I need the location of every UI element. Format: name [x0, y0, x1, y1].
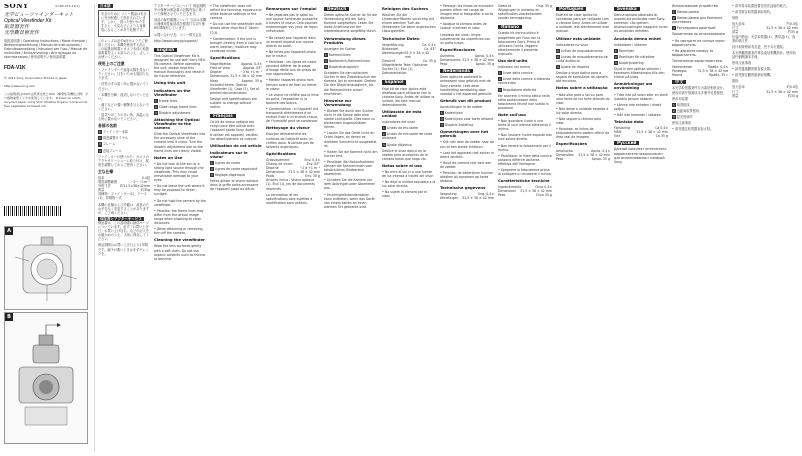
pt-especificacoes-heading: Especificações [556, 141, 588, 147]
figure-a-label: A [5, 227, 13, 235]
svenska-section-header: Svenska [614, 7, 640, 11]
svenska-column: Svenska Denna optiska sökarsats är avsedd att användas med Sony-kameran. Läs igenom bruksanvisningen noggrant innan du använder enheten. Använda denna enhet Indikatorer i sökaren 1 Ramlinjer 2 Ramlinjer för närbilder 3 Dioptrijustering Skjut in den optiska sökaren i kamerans tillbehörssko tills den klickar på plats. Anmärkningar om användning • Titta inte på solen eller en stark ljuskälla genom sökaren. • Lämna inte enheten i direkt solljus. • Håll inte kameran i sökaren. Tekniska data Förstoring Ca 0,4× Mått 31,5 × 38 × 42 mm Vikt Ca 35 g Русский Данный комплект оптического видоискателя предназначен для использования с камерой Sony. [614, 6, 668, 164]
deutsch-section-header: Deutsch [324, 7, 349, 11]
fr-nettoyage-heading: Nettoyage du viseur [266, 125, 310, 131]
document-code: 4-193-371-11(1) [55, 4, 80, 8]
de-reinigung-heading: Reinigen des Suchers [382, 6, 429, 11]
russian-column: Использование устройства 1 Линии рамки 2 Линии рамки для близкого расстояния 3 Регулировка диоптрий Примечания по использованию • Не смотрите на солнце через видоискатель. • Не держите камеру за видоискатель. Технические характеристики Увеличение Прибл. 0,4× Размеры 31,5 × 38 × 42 мм Масса Прибл. 35 г 中文 本光学取景器套件专为索尼相机设计。使用前请仔细阅读本手册并妥善保管。 使用本装置 1 取景框线 2 近距离取景框线 3 屈光度调节 使用注意事项 • 请勿通过取景器直视太阳。 [672, 4, 728, 132]
nederlands-section-header: Nederlands [440, 69, 473, 73]
brand-logo: SONY [4, 4, 29, 10]
nl-gebruik-heading: Gebruik van dit product [440, 97, 492, 103]
french-column: Remarques sur l'emploi • Ne regardez pas le soleil ou une source lumineuse puissante à travers le viseur. Cela pourrait endommager vos yeux de façon irréversible. • Ne laissez pas l'appareil dans un endroit exposé aux rayons directs du soleil. • Ne tenez pas l'appareil photo par le viseur. • Parallaxe : les lignes de cadre peuvent différer de la plage d'image réelle lors de prises de vue rapprochées. • Mettez l'appareil photo hors tension avant de fixer ou retirer le viseur. • Le viseur ne reflète pas la mise au point, l'exposition ni la balance des blancs. • Condensation : si l'appareil est transporté directement d'un endroit froid à un endroit chaud, de l'humidité peut se condenser. Nettoyage du viseur Essuyez délicatement les surfaces de l'objectif avec un chiffon doux. N'utilisez pas de solvants organiques. Spécifications Grossissement Env. 0,4× Champ de vision Env. 83° Dioptrie −2 à +1 m⁻¹ Dimensions 31,5 × 38 × 42 mm Poids Env. 35 g Articles inclus : Viseur optique (1), Étui (1), Jeu de documents imprimés La conception et les spécifications sont sujettes à modification sans préavis. [266, 6, 320, 205]
es-especificaciones-heading: Especificaciones [440, 46, 476, 52]
de-verwendung-heading: Verwendung dieses Produkts [324, 35, 366, 45]
en-dimensions-label: Dimensions [210, 74, 229, 79]
nl-opmerkingen-heading: Opmerkingen over het gebruik [440, 129, 489, 139]
jp-caution-heading: 使用上のご注意 [98, 61, 125, 67]
en-specifications-heading: Specifications [210, 55, 240, 61]
de-technische-heading: Technische Daten [382, 35, 420, 41]
jp-features-heading: 主な仕様 [98, 168, 114, 174]
en-attaching-heading: Attaching the Optical Viewfinder to the camera [154, 116, 200, 131]
model-number: FDA-V1K [4, 64, 26, 71]
viewfinder-illustration [5, 227, 87, 309]
en-cleaning-heading: Cleaning the viewfinder [154, 237, 205, 243]
nederlands-column: • Paralaje: las líneas de encuadre pueden diferir del rango de imagen real al fotografiar a corta distancia. • Apague la cámara antes de colocar o extraer el visor. Limpieza del visor: limpie suavemente las superficies con un paño suave. Especificaciones Aumento Aprox. 0,4× Dimensiones 31,5 × 38 × 42 mm Peso Aprox. 35 g Nederlands Deze optische zoekerkit is ontworpen voor gebruik met de Sony-camera. Lees deze handleiding aandachtig door voordat u het apparaat gebruikt. Gebruik van dit product Aanduidingen in de zoeker 1 Kaderlijnen 2 Kaderlijnen voor korte afstand 3 Dioptrie-instelling Opmerkingen over het gebruik • Kijk niet door de zoeker naar de zon of een sterke lichtbron. • Laat het apparaat niet achter in direct zonlicht. • Houd de camera niet vast aan de zoeker. • Parallax: de kaderlijnen kunnen afwijken bij opnamen op korte afstand. Technische gegevens Vergroting Ong. 0,4× Afmetingen 31,5 × 38 × 42 mm [440, 4, 494, 201]
chinese-column: • 请勿将本装置放置在阳光直射的地方。 • 请勿握住取景器拿取相机。 规格 放大倍率 约0.4倍 尺寸 31.5 × 38 × 42 mm 质量 约35 g 包装内物品：光学取景器(1)、携带盒(1)、成套印刷文件 设计和规格如有变更，恕不另行通知。 本光學觀景窗套件專為索尼相機設計。使用前請仔細閱讀本手冊。 使用注意事項 • 請勿通過觀景窗直視太陽。 • 請勿握住觀景窗拿取相機。 規格 放大倍率 約0.4倍 尺寸 31.5 × 38 × 42 mm 質量 約35 g [732, 4, 798, 98]
en-included-label: Included items [210, 82, 234, 87]
it-caratteristiche-heading: Caratteristiche tecniche [498, 178, 550, 184]
espanol-section-header: Español [382, 80, 406, 84]
en-design-note: Design and specifications are subject to change without notice. [210, 96, 257, 110]
english-spec-column: • The viewfinder does not reflect the focusing, exposure or white balance settings of the camera. • Do not use the viewfinder with lenses other than the E 16mm F2.8. • Condensation: if the unit is brought directly from a cold to a warm location, moisture may condense inside. Specifications Magnification Approx. 0.4× Field of view Approx. 83° Diopter −2 to +1 m⁻¹ Dimensions 31.5 × 38 × 42 mm Mass Approx. 35 g Included items: Optical Viewfinder (1), Case (1), Set of printed documentation Design and specifications are subject to change without notice. Français Ce kit de viseur optique est conçu pour être utilisé avec l'appareil photo Sony. Avant d'utiliser cet appareil, veuillez lire attentivement ce manuel. Utilisation de cet article Indicateurs sur le viseur 1 Lignes de cadre 2 Lignes de cadre rapproché 3 Réglage dioptrique Faites glisser le viseur optique dans la griffe porte-accessoire de l'appareil jusqu'au déclic. [210, 4, 262, 192]
russian-section-header: Русский [614, 141, 639, 145]
website-url: http://www.sony.net/ [4, 83, 35, 88]
en-using-heading: Using this unit [154, 80, 186, 86]
fr-remarques-heading: Remarques sur l'emploi [266, 6, 317, 11]
copyright: © 2011 Sony Corporation Printed in Japan [4, 75, 68, 80]
jp-header: 日本語 [100, 4, 111, 8]
fr-indicateurs-heading: Indicateurs sur le viseur [210, 149, 248, 159]
title-en: Optical Viewfinder Kit [4, 18, 52, 25]
it-uso-heading: Uso dell'unità [498, 58, 528, 64]
column-divider [94, 4, 95, 452]
jp-safety-box: 安全のために ソニー製品は安全に充分配慮して設計されています。しかし、誤った使いかたをすると、火災などにより人身事故になることがあり危険です。 [98, 10, 150, 36]
pt-utilizar-heading: Utilizar esta unidade [556, 35, 601, 41]
china-section-header: 中文 [672, 80, 686, 84]
italiano-section-header: Italiano [498, 25, 522, 29]
italiano-column: Gewicht Ong. 35 g Wijzigingen in ontwerp en specificaties voorbehouden zonder kennisgeving. Italiano Questo kit mirino ottico è progettato per l'uso con la fotocamera Sony. Prima di utilizzare l'unità, leggere attentamente il presente manuale. Uso dell'unità Indicatori nel mirino 1 Linee della cornice 2 Linee della cornice a distanza ravvicinata 3 Regolazione diottrica Far scorrere il mirino ottico nella slitta portaccessori della fotocamera finché non scatta in posizione. Note sull'uso • Non guardare il sole o una fonte di luce intensa attraverso il mirino. • Non lasciare l'unità esposta alla luce solare diretta. • Non tenere la fotocamera per il mirino. • Parallasse: le linee della cornice possono differire dall'area effettiva dell'immagine. • Spegnere la fotocamera prima di collegare o rimuovere il mirino. Caratteristiche tecniche Ingrandimento Circa 0,4× Dimensioni 31,5 × 38 × 42 mm Peso Circa 35 g [498, 4, 552, 198]
en-close-range: Close range frame lines [158, 104, 197, 109]
camera-illustration [5, 313, 87, 443]
figure-b [4, 312, 88, 444]
english-column: アフターサービスについて 保証期間中の修理は保証書の記載内容に基づいて修理させていただきます。 部品の保有期間について 当社は本機の補修用性能部品を製造打ち切り後6年間保有しています。 お問い合わせ先：ソニー株式会社 http://www.sony.jp/support/ English This Optical Viewfinder Kit is designed for use with Sony NEX-5N camera. Before operating the unit, please read this manual thoroughly and retain it for future reference. Using this unit Indicators on the Viewfinder 1 Frame lines 2 Close range frame lines 3 Dioptric adjustment Attaching the Optical Viewfinder to the camera Slide the Optical Viewfinder into the accessory shoe of the camera until it clicks. Turn the dioptric adjustment dial so the frame lines are clearly visible. Notes on Use • Do not look at the sun or a strong light source through the viewfinder. This may cause irreversible damage to your eyes. • Do not leave the unit where it may be exposed to direct sunlight. • Do not hold the camera by the viewfinder. • Parallax: the frame lines may differ from the actual image range when shooting at close distances. • When attaching or removing, turn off the camera. Cleaning the viewfinder Wipe the lens surfaces gently with a soft cloth. Do not use organic solvents such as thinner or benzine. [154, 4, 206, 261]
sv-anvanda-heading: Använda denna enhet [614, 35, 661, 41]
en-frame-lines: Frame lines [158, 98, 178, 103]
title-zh-t: 光學觀景窗套件 [4, 30, 40, 37]
en-dioptric: Dioptric adjustment [158, 110, 191, 115]
portugues-section-header: Português [556, 7, 586, 11]
cover-column: SONY 光学ビューファインダーキット Optical Viewfinder Kit 取景器套件 光學觀景窗套件 取扱説明書 / Operating Instructions / Mode d'emploi / Bedienungsanleitung / Manual de instrucciones / Gebruiksaanwijzing / Istruzioni per l'uso / Manual de instruções / Bruksanvisning / Инструкция по эксплуатации / 使用说明书 / 使用說明書 FDA-V1K © 2011 Sony Corporation Printed in Japan http://www.sony.net/ この説明書は100%古紙再生紙とVOC（揮発性有機化合物）ゼロ植物油型インキを使用しています。 Printed on 100% recycled paper using VOC (Volatile Organic Compound)-free vegetable oil based ink. [4, 4, 89, 109]
barcode [4, 206, 62, 216]
fr-specifications-heading: Spécifications [266, 150, 296, 156]
sv-anmarkningar-heading: Anmärkningar om användning [614, 81, 653, 91]
deutsch-column: Deutsch Dieser optische Sucher ist für die Verwendung mit der Sony-Kamera vorgesehen. Lesen Sie diese Anleitung vor der Inbetriebnahme sorgfältig durch. Verwendung dieses Produkts Anzeigen im Sucher 1 Rahmenlinien 2 Nahbereich-Rahmenlinien 3 Dioptrienausgleich Schieben Sie den optischen Sucher in den Zubehörschuh der Kamera, bis er einrastet. Drehen Sie den Dioptrienausgleich, bis die Rahmenlinien scharf erscheinen. Hinweise zur Verwendung • Blicken Sie durch den Sucher nicht in die Sonne oder eine starke Lichtquelle. Dies kann zu bleibenden Augenschäden führen. • Lassen Sie das Gerät nicht an Orten liegen, an denen es direktem Sonnenlicht ausgesetzt ist. • Halten Sie die Kamera nicht am Sucher fest. • Parallaxe: Bei Nahaufnahmen können die Rahmenlinien vom tatsächlichen Bildbereich abweichen. • Schalten Sie die Kamera vor dem Anbringen oder Abnehmen aus. • Feuchtigkeitskondensation kann auftreten, wenn das Gerät von einem kalten an einen warmen Ort gebracht wird. [324, 6, 378, 209]
jp-parts-heading: 各部の名前 [98, 123, 117, 129]
es-utilizacion-heading: Utilización de esta unidad [382, 108, 422, 119]
espanol-column: Reinigen des Suchers Wischen Sie die Linsenoberflächen vorsichtig mit einem weichen Tuch ab. Verwenden Sie keine organischen Lösungsmittel. Technische Daten Vergrößerung Ca. 0,4× Bildwinkel Ca. 83° Abmessungen 31,5 × 38 × 42 mm Gewicht Ca. 35 g Mitgelieferte Teile: Optischer Sucher (1), Etui (1), Dokumentation Español Este kit de visor óptico está diseñado para utilizarse con la cámara Sony. Antes de utilizar la unidad, lea este manual detenidamente. Utilización de esta unidad Indicadores del visor 1 Líneas de encuadre 2 Líneas de encuadre de corta distancia 3 Ajuste dióptrico Deslice el visor óptico en la zapata para accesorios de la cámara hasta que haga clic. Notas sobre el uso • No mire al sol ni a una fuente de luz intensa a través del visor. • No deje la unidad expuesta a la luz solar directa. • No sujete la cámara por el visor. [382, 6, 436, 199]
es-notas-heading: Notas sobre el uso [382, 162, 422, 168]
nl-technische-heading: Technische gegevens [440, 185, 486, 191]
en-mass-label: Mass [210, 78, 219, 83]
portugues-column: Português Este kit de visor óptico foi concebido para ser utilizado com a câmara Sony. Antes de utilizar a unidade, leia atentamente este manual. Utilizar esta unidade Indicadores no visor 1 Linhas de enquadramento 2 Linhas de enquadramento de curta distância 3 Ajuste de dioptria Deslize o visor óptico para a sapata de acessórios da câmara até encaixar. Notas sobre a utilização • Não olhe para o sol ou para uma fonte de luz forte através do visor. • Não deixe a unidade exposta à luz solar directa. • Não segure a câmara pelo visor. • Paralaxe: as linhas de enquadramento podem diferir da área real da imagem. Especificações Ampliação Aprox. 0,4× Dimensões 31,5 × 38 × 42 mm Peso Aprox. 35 g [556, 6, 610, 161]
title-zh-s: 取景器套件 [4, 24, 30, 31]
francais-section-header: Français [210, 114, 236, 118]
it-note-heading: Note sull'uso [498, 111, 526, 117]
jp-service-tag: 保証書とアフターサービス [100, 216, 142, 221]
de-hinweise-heading: Hinweise zur Verwendung [324, 97, 352, 107]
en-notes-heading: Notes on Use [154, 154, 183, 160]
en-indicators-heading: Indicators on the Viewfinder [154, 87, 191, 97]
title-jp: 光学ビューファインダーキット [4, 12, 74, 19]
figure-a [4, 226, 88, 310]
fr-utilisation-heading: Utilisation de cet article [210, 142, 262, 148]
en-magnification-label: Magnification [210, 62, 232, 67]
figure-b-label: B [5, 313, 13, 321]
english-section-header: English [154, 48, 177, 52]
pt-notas-heading: Notas sobre a utilização [556, 85, 608, 91]
japanese-column: 日本語 安全のために ソニー製品は安全に充分配慮して設計されています。しかし、誤った使いかたをすると、火災などにより人身事故になることがあり危険です。 このレンズは必ずα用カメラでご使用ください。本機を使用する前に、この取扱説明書とカメラ本体の取扱説明書をよくお読みのうえ、正しくお使いください。 使用上のご注意 ・ファインダーで直接太陽を見ないでください。目をいためる原因となります。 ・幼児の手の届く所に置かないでください。 ・本機を分解・改造しないでください。 ・落下などの強い衝撃を与えないでください。 ・湿気やほこりの多い所、高温になる所に置かないでください。 各部の名前 1 ファインダー本体 2 視度調整ダイヤル 3 フレーム 4 近接フレーム ファインダーの使いかた：カメラのアクセサリーシューに取り付け、視度を調整してからご使用ください。 主な仕様 倍率 0.4倍 視度調整範囲 −2〜＋1m⁻¹ 外形寸法 約31.5×38×42mm 質量 約35g 同梱物：ファインダー(1)、ケース(1)、印刷物一式 本機の仕様および外観は、改良のため予告なく変更することがありますが、ご了承ください。 保証書とアフターサービス 保証書は、この説明書の最終ページについています。必ず「お買い上げ日・お買い上げ店名」などの記入をお確かめのうえ、大切に保存してください。 保証期間はお買い上げ日より1年間です。調子が悪いときはまずチェックを。 [98, 4, 150, 256]
sv-tekniska-heading: Tekniska data [614, 118, 644, 124]
